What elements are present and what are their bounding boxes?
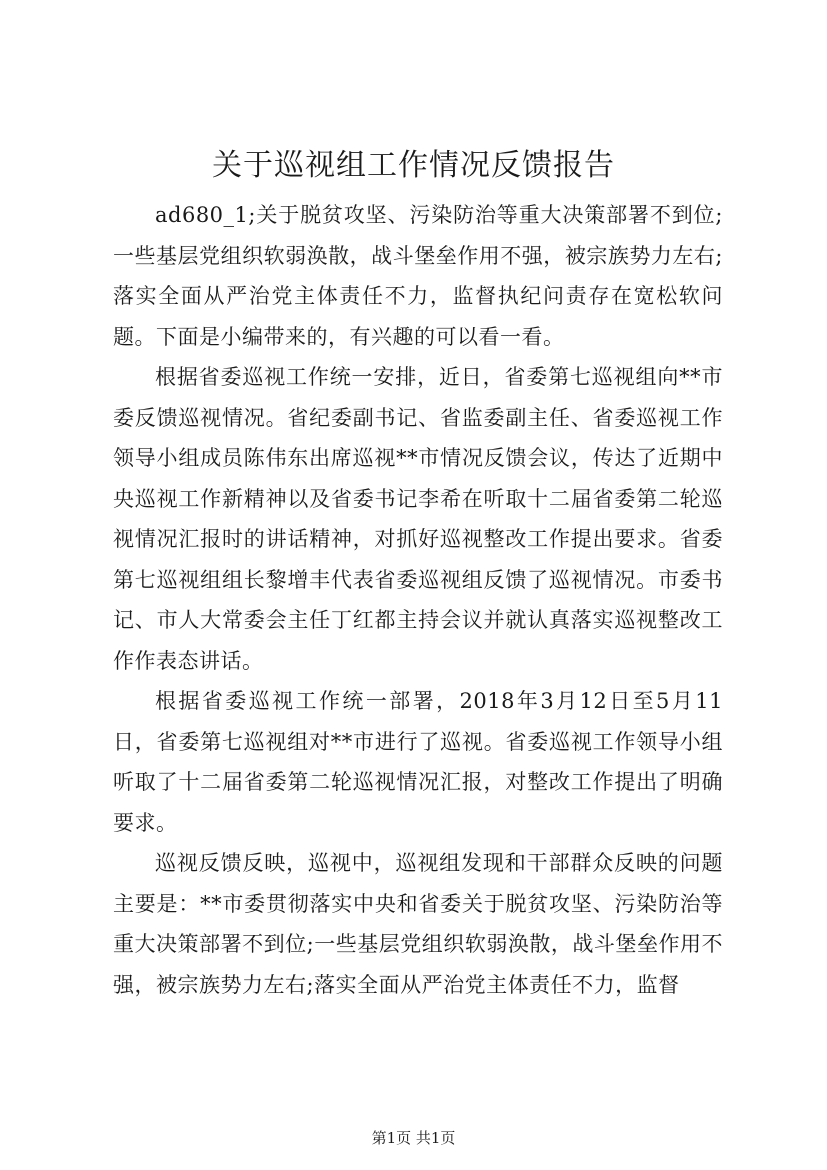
page-footer: 第1页 共1页 <box>371 1129 456 1147</box>
paragraph-2: 根据省委巡视工作统一安排，近日，省委第七巡视组向**市委反馈巡视情况。省纪委副书记、省监委副主任、省委巡视工作领导小组成员陈伟东出席巡视**市情况反馈会议，传达了近期中央巡视工作新精神以及省委书记李希在听取十二届省委第二轮巡视情况汇报时的讲话精神，对抓好巡视整改工作提出要求。省委第七巡视组组长黎增丰代表省委巡视组反馈了巡视情况。市委书记、市人大常委会主任丁红都主持会议并就认真落实巡视整改工作作表态讲话。 <box>113 365 723 673</box>
document-body <box>113 195 723 1005</box>
document-title: 关于巡视组工作情况反馈报告 <box>212 148 615 183</box>
paragraph-3: 根据省委巡视工作统一部署，2018年3月12日至5月11日，省委第七巡视组对**市进行了巡视。省委巡视工作领导小组听取了十二届省委第二轮巡视情况汇报，对整改工作提出了明确要求。 <box>113 689 723 835</box>
paragraph-1: ad680_1;关于脱贫攻坚、污染防治等重大决策部署不到位;一些基层党组织软弱涣散，战斗堡垒作用不强，被宗族势力左右;落实全面从严治党主体责任不力，监督执纪问责存在宽松软问题。下面是小编带来的，有兴趣的可以看一看。 <box>113 203 723 349</box>
paragraph-4: 巡视反馈反映，巡视中，巡视组发现和干部群众反映的问题主要是：**市委贯彻落实中央和省委关于脱贫攻坚、污染防治等重大决策部署不到位;一些基层党组织软弱涣散，战斗堡垒作用不强，被宗族势力左右;落实全面从严治党主体责任不力，监督 <box>113 851 723 997</box>
